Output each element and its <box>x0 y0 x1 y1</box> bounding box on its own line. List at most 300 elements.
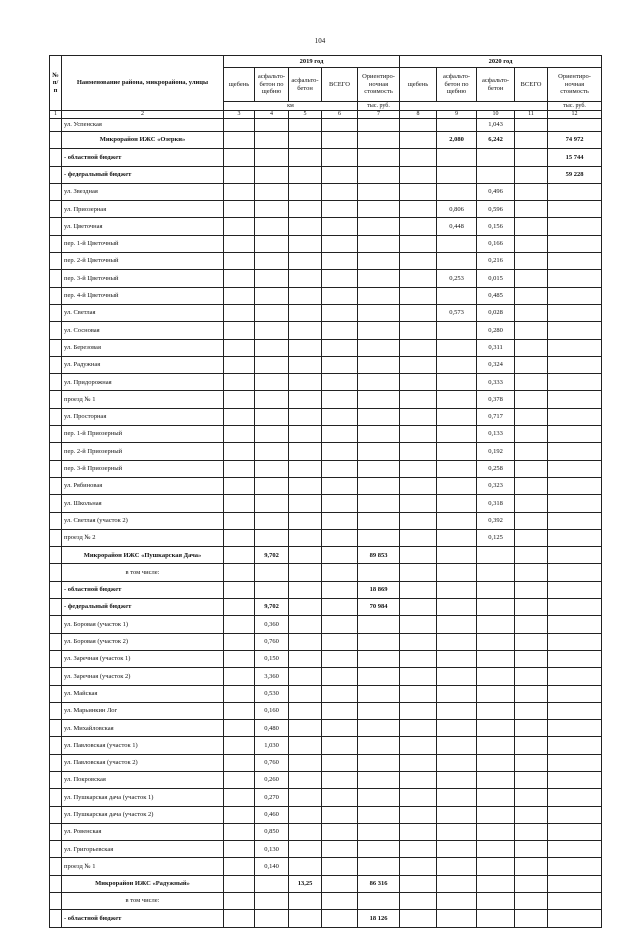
value-cell <box>548 789 602 806</box>
row-name: Микрорайон ИЖС «Радужный» <box>62 875 224 892</box>
header-sub: Ориентиро-ночная стоимость <box>358 68 400 102</box>
value-cell <box>477 599 515 616</box>
value-cell: 0,125 <box>477 529 515 546</box>
value-cell <box>322 893 358 910</box>
table-row <box>50 235 602 252</box>
value-cell <box>548 529 602 546</box>
value-cell: 18 869 <box>358 581 400 598</box>
value-cell <box>255 183 289 200</box>
value-cell <box>224 149 255 166</box>
value-cell: 0,324 <box>477 356 515 373</box>
value-cell <box>224 270 255 287</box>
value-cell <box>400 633 437 650</box>
row-number-cell <box>50 495 62 512</box>
value-cell <box>289 166 322 183</box>
value-cell <box>548 858 602 875</box>
value-cell <box>400 858 437 875</box>
value-cell <box>400 201 437 218</box>
value-cell <box>289 339 322 356</box>
header-sub: асфальто-бетон <box>477 68 515 102</box>
value-cell <box>477 771 515 788</box>
value-cell <box>400 477 437 494</box>
value-cell <box>515 443 548 460</box>
header-sub: асфальто-бетон по щебню <box>255 68 289 102</box>
table-row <box>50 529 602 546</box>
value-cell <box>477 702 515 719</box>
value-cell <box>255 564 289 581</box>
value-cell <box>515 771 548 788</box>
row-name: пер. 2-й Приозерный <box>62 443 224 460</box>
value-cell <box>515 374 548 391</box>
value-cell <box>289 512 322 529</box>
value-cell <box>400 460 437 477</box>
value-cell: 0,133 <box>477 426 515 443</box>
value-cell <box>224 841 255 858</box>
value-cell <box>548 183 602 200</box>
value-cell <box>515 616 548 633</box>
row-name: пер. 4-й Цветочный <box>62 287 224 304</box>
header-sub: асфальто-бетон по щебню <box>437 68 477 102</box>
value-cell <box>477 858 515 875</box>
column-index: 8 <box>400 111 437 119</box>
value-cell: 0,258 <box>477 460 515 477</box>
table-row <box>50 512 602 529</box>
value-cell <box>358 841 400 858</box>
row-number-cell <box>50 201 62 218</box>
value-cell <box>437 564 477 581</box>
value-cell <box>224 910 255 927</box>
value-cell: 0,311 <box>477 339 515 356</box>
table-row <box>50 426 602 443</box>
value-cell <box>322 512 358 529</box>
table-row <box>50 875 602 892</box>
value-cell: 0,850 <box>255 823 289 840</box>
value-cell <box>548 512 602 529</box>
row-number-cell <box>50 910 62 927</box>
value-cell <box>548 910 602 927</box>
table-row <box>50 253 602 270</box>
value-cell <box>437 183 477 200</box>
value-cell <box>515 149 548 166</box>
value-cell <box>289 841 322 858</box>
value-cell <box>358 426 400 443</box>
header-num: № п/п <box>50 56 62 111</box>
table-row <box>50 702 602 719</box>
row-name: - федеральный бюджет <box>62 599 224 616</box>
value-cell <box>400 875 437 892</box>
row-number-cell <box>50 685 62 702</box>
value-cell <box>400 702 437 719</box>
value-cell <box>358 132 400 149</box>
row-number-cell <box>50 460 62 477</box>
table-row <box>50 806 602 823</box>
value-cell <box>224 374 255 391</box>
value-cell <box>548 119 602 132</box>
row-number-cell <box>50 304 62 321</box>
value-cell <box>322 650 358 667</box>
value-cell <box>437 581 477 598</box>
row-number-cell <box>50 564 62 581</box>
value-cell <box>548 356 602 373</box>
value-cell <box>515 495 548 512</box>
value-cell <box>400 253 437 270</box>
value-cell <box>548 426 602 443</box>
row-name: в том числе: <box>62 893 224 910</box>
value-cell <box>515 253 548 270</box>
value-cell <box>289 119 322 132</box>
table-row <box>50 218 602 235</box>
value-cell <box>255 339 289 356</box>
value-cell <box>515 720 548 737</box>
value-cell <box>224 564 255 581</box>
value-cell <box>437 668 477 685</box>
value-cell <box>437 166 477 183</box>
value-cell <box>224 426 255 443</box>
value-cell <box>477 564 515 581</box>
header-year-2020: 2020 год <box>400 56 602 68</box>
table-row <box>50 599 602 616</box>
value-cell <box>515 685 548 702</box>
value-cell <box>400 823 437 840</box>
value-cell <box>477 720 515 737</box>
value-cell <box>400 547 437 564</box>
value-cell <box>548 304 602 321</box>
value-cell <box>358 893 400 910</box>
value-cell <box>255 875 289 892</box>
row-number-cell <box>50 391 62 408</box>
value-cell <box>289 426 322 443</box>
value-cell: 0,192 <box>477 443 515 460</box>
value-cell <box>255 529 289 546</box>
value-cell <box>548 668 602 685</box>
value-cell <box>400 564 437 581</box>
row-name: ул. Придорожная <box>62 374 224 391</box>
row-number-cell <box>50 119 62 132</box>
value-cell <box>322 806 358 823</box>
value-cell <box>224 685 255 702</box>
row-number-cell <box>50 374 62 391</box>
value-cell <box>437 529 477 546</box>
value-cell <box>515 702 548 719</box>
table-row <box>50 374 602 391</box>
value-cell: 0,028 <box>477 304 515 321</box>
value-cell <box>289 287 322 304</box>
value-cell <box>400 789 437 806</box>
value-cell <box>289 702 322 719</box>
value-cell <box>400 512 437 529</box>
value-cell: 0,333 <box>477 374 515 391</box>
value-cell <box>358 858 400 875</box>
value-cell <box>515 599 548 616</box>
value-cell <box>289 374 322 391</box>
value-cell <box>322 235 358 252</box>
row-name: ул. Марьинкин Лог <box>62 702 224 719</box>
value-cell <box>358 235 400 252</box>
row-number-cell <box>50 737 62 754</box>
page-number: 104 <box>314 37 326 45</box>
value-cell <box>289 599 322 616</box>
value-cell <box>289 270 322 287</box>
value-cell <box>515 166 548 183</box>
value-cell <box>437 841 477 858</box>
table-row <box>50 789 602 806</box>
value-cell <box>548 374 602 391</box>
header-sub: щебень <box>224 68 255 102</box>
value-cell <box>224 235 255 252</box>
value-cell <box>400 737 437 754</box>
value-cell <box>477 754 515 771</box>
value-cell <box>400 650 437 667</box>
value-cell <box>289 581 322 598</box>
row-number-cell <box>50 668 62 685</box>
value-cell: 0,448 <box>437 218 477 235</box>
value-cell <box>515 201 548 218</box>
value-cell <box>224 304 255 321</box>
value-cell <box>437 650 477 667</box>
value-cell <box>515 633 548 650</box>
value-cell <box>548 443 602 460</box>
row-name: пер. 1-й Цветочный <box>62 235 224 252</box>
header-sub: ВСЕГО <box>322 68 358 102</box>
value-cell <box>322 391 358 408</box>
value-cell <box>322 322 358 339</box>
value-cell: 0,717 <box>477 408 515 425</box>
value-cell: 0,270 <box>255 789 289 806</box>
value-cell <box>400 235 437 252</box>
row-number-cell <box>50 132 62 149</box>
value-cell: 0,323 <box>477 477 515 494</box>
value-cell <box>515 529 548 546</box>
value-cell <box>358 771 400 788</box>
value-cell <box>322 547 358 564</box>
table-row <box>50 132 602 149</box>
value-cell <box>289 737 322 754</box>
value-cell <box>515 910 548 927</box>
table-row <box>50 547 602 564</box>
value-cell <box>437 616 477 633</box>
value-cell <box>400 426 437 443</box>
value-cell <box>224 547 255 564</box>
value-cell <box>358 702 400 719</box>
value-cell <box>358 166 400 183</box>
value-cell <box>548 893 602 910</box>
value-cell <box>289 183 322 200</box>
value-cell: 18 126 <box>358 910 400 927</box>
table-row <box>50 443 602 460</box>
value-cell <box>289 218 322 235</box>
table-row <box>50 685 602 702</box>
value-cell <box>255 356 289 373</box>
value-cell <box>400 132 437 149</box>
value-cell <box>289 443 322 460</box>
row-name: пер. 3-й Цветочный <box>62 270 224 287</box>
table-row <box>50 408 602 425</box>
value-cell <box>437 685 477 702</box>
value-cell <box>358 529 400 546</box>
value-cell <box>437 754 477 771</box>
value-cell <box>224 287 255 304</box>
value-cell <box>255 374 289 391</box>
value-cell <box>255 132 289 149</box>
value-cell <box>322 166 358 183</box>
value-cell <box>322 858 358 875</box>
value-cell <box>289 322 322 339</box>
value-cell <box>224 183 255 200</box>
value-cell <box>358 391 400 408</box>
value-cell <box>548 581 602 598</box>
value-cell <box>477 806 515 823</box>
value-cell <box>289 547 322 564</box>
value-cell <box>437 720 477 737</box>
value-cell: 0,460 <box>255 806 289 823</box>
table-row <box>50 668 602 685</box>
value-cell <box>515 668 548 685</box>
value-cell <box>255 119 289 132</box>
value-cell <box>322 599 358 616</box>
table-row <box>50 771 602 788</box>
value-cell <box>400 893 437 910</box>
value-cell <box>548 702 602 719</box>
value-cell <box>322 132 358 149</box>
value-cell <box>437 858 477 875</box>
value-cell <box>255 218 289 235</box>
value-cell <box>515 564 548 581</box>
value-cell <box>358 789 400 806</box>
value-cell <box>224 616 255 633</box>
value-cell: 0,480 <box>255 720 289 737</box>
value-cell <box>224 529 255 546</box>
value-cell <box>515 287 548 304</box>
value-cell <box>358 183 400 200</box>
value-cell <box>400 356 437 373</box>
value-cell <box>548 633 602 650</box>
column-index: 7 <box>358 111 400 119</box>
value-cell <box>224 119 255 132</box>
value-cell <box>358 304 400 321</box>
table-row <box>50 201 602 218</box>
value-cell <box>322 270 358 287</box>
table-row <box>50 356 602 373</box>
value-cell <box>515 426 548 443</box>
table-row <box>50 287 602 304</box>
value-cell <box>358 119 400 132</box>
value-cell <box>548 737 602 754</box>
header-sub: Ориентиро-ночная стоимость <box>548 68 602 102</box>
row-name: пер. 1-й Приозерный <box>62 426 224 443</box>
value-cell <box>400 270 437 287</box>
value-cell <box>515 235 548 252</box>
value-cell <box>322 754 358 771</box>
value-cell <box>224 443 255 460</box>
table-row <box>50 322 602 339</box>
value-cell <box>358 685 400 702</box>
value-cell <box>322 841 358 858</box>
table-row <box>50 633 602 650</box>
value-cell <box>437 460 477 477</box>
value-cell <box>548 218 602 235</box>
column-index: 2 <box>62 111 224 119</box>
row-name: ул. Сосновая <box>62 322 224 339</box>
value-cell <box>224 737 255 754</box>
value-cell <box>322 356 358 373</box>
value-cell <box>322 374 358 391</box>
value-cell: 0,253 <box>437 270 477 287</box>
row-name: ул. Березовая <box>62 339 224 356</box>
value-cell: 0,530 <box>255 685 289 702</box>
value-cell <box>289 806 322 823</box>
value-cell <box>515 581 548 598</box>
value-cell <box>437 789 477 806</box>
row-number-cell <box>50 166 62 183</box>
value-cell: 0,485 <box>477 287 515 304</box>
value-cell: 0,156 <box>477 218 515 235</box>
value-cell: 6,242 <box>477 132 515 149</box>
value-cell <box>515 270 548 287</box>
value-cell <box>400 720 437 737</box>
value-cell <box>515 477 548 494</box>
table-row <box>50 166 602 183</box>
value-cell <box>400 841 437 858</box>
value-cell: 9,702 <box>255 599 289 616</box>
value-cell <box>289 771 322 788</box>
value-cell <box>477 910 515 927</box>
value-cell <box>477 616 515 633</box>
value-cell <box>322 443 358 460</box>
table-row <box>50 339 602 356</box>
value-cell: 2,080 <box>437 132 477 149</box>
value-cell <box>255 910 289 927</box>
value-cell: 0,160 <box>255 702 289 719</box>
value-cell: 0,392 <box>477 512 515 529</box>
table-row <box>50 841 602 858</box>
value-cell <box>224 875 255 892</box>
value-cell <box>358 754 400 771</box>
value-cell <box>224 789 255 806</box>
value-cell: 0,760 <box>255 633 289 650</box>
value-cell <box>322 823 358 840</box>
value-cell <box>437 408 477 425</box>
value-cell <box>224 858 255 875</box>
value-cell: 0,573 <box>437 304 477 321</box>
value-cell <box>548 235 602 252</box>
value-cell <box>548 650 602 667</box>
value-cell <box>358 720 400 737</box>
value-cell <box>322 304 358 321</box>
value-cell: 0,216 <box>477 253 515 270</box>
value-cell <box>477 823 515 840</box>
row-name: ул. Павловская (участок 2) <box>62 754 224 771</box>
value-cell <box>437 737 477 754</box>
column-index: 4 <box>255 111 289 119</box>
value-cell <box>224 633 255 650</box>
row-name: ул. Боровая (участок 1) <box>62 616 224 633</box>
value-cell <box>322 253 358 270</box>
value-cell <box>437 806 477 823</box>
value-cell <box>515 218 548 235</box>
value-cell <box>358 339 400 356</box>
value-cell <box>224 495 255 512</box>
value-cell: 0,150 <box>255 650 289 667</box>
value-cell <box>255 460 289 477</box>
table-row <box>50 149 602 166</box>
value-cell <box>477 547 515 564</box>
row-number-cell <box>50 806 62 823</box>
value-cell <box>289 564 322 581</box>
value-cell <box>400 754 437 771</box>
row-name: ул. Радужная <box>62 356 224 373</box>
value-cell <box>224 650 255 667</box>
row-name: ул. Светлая (участок 2) <box>62 512 224 529</box>
